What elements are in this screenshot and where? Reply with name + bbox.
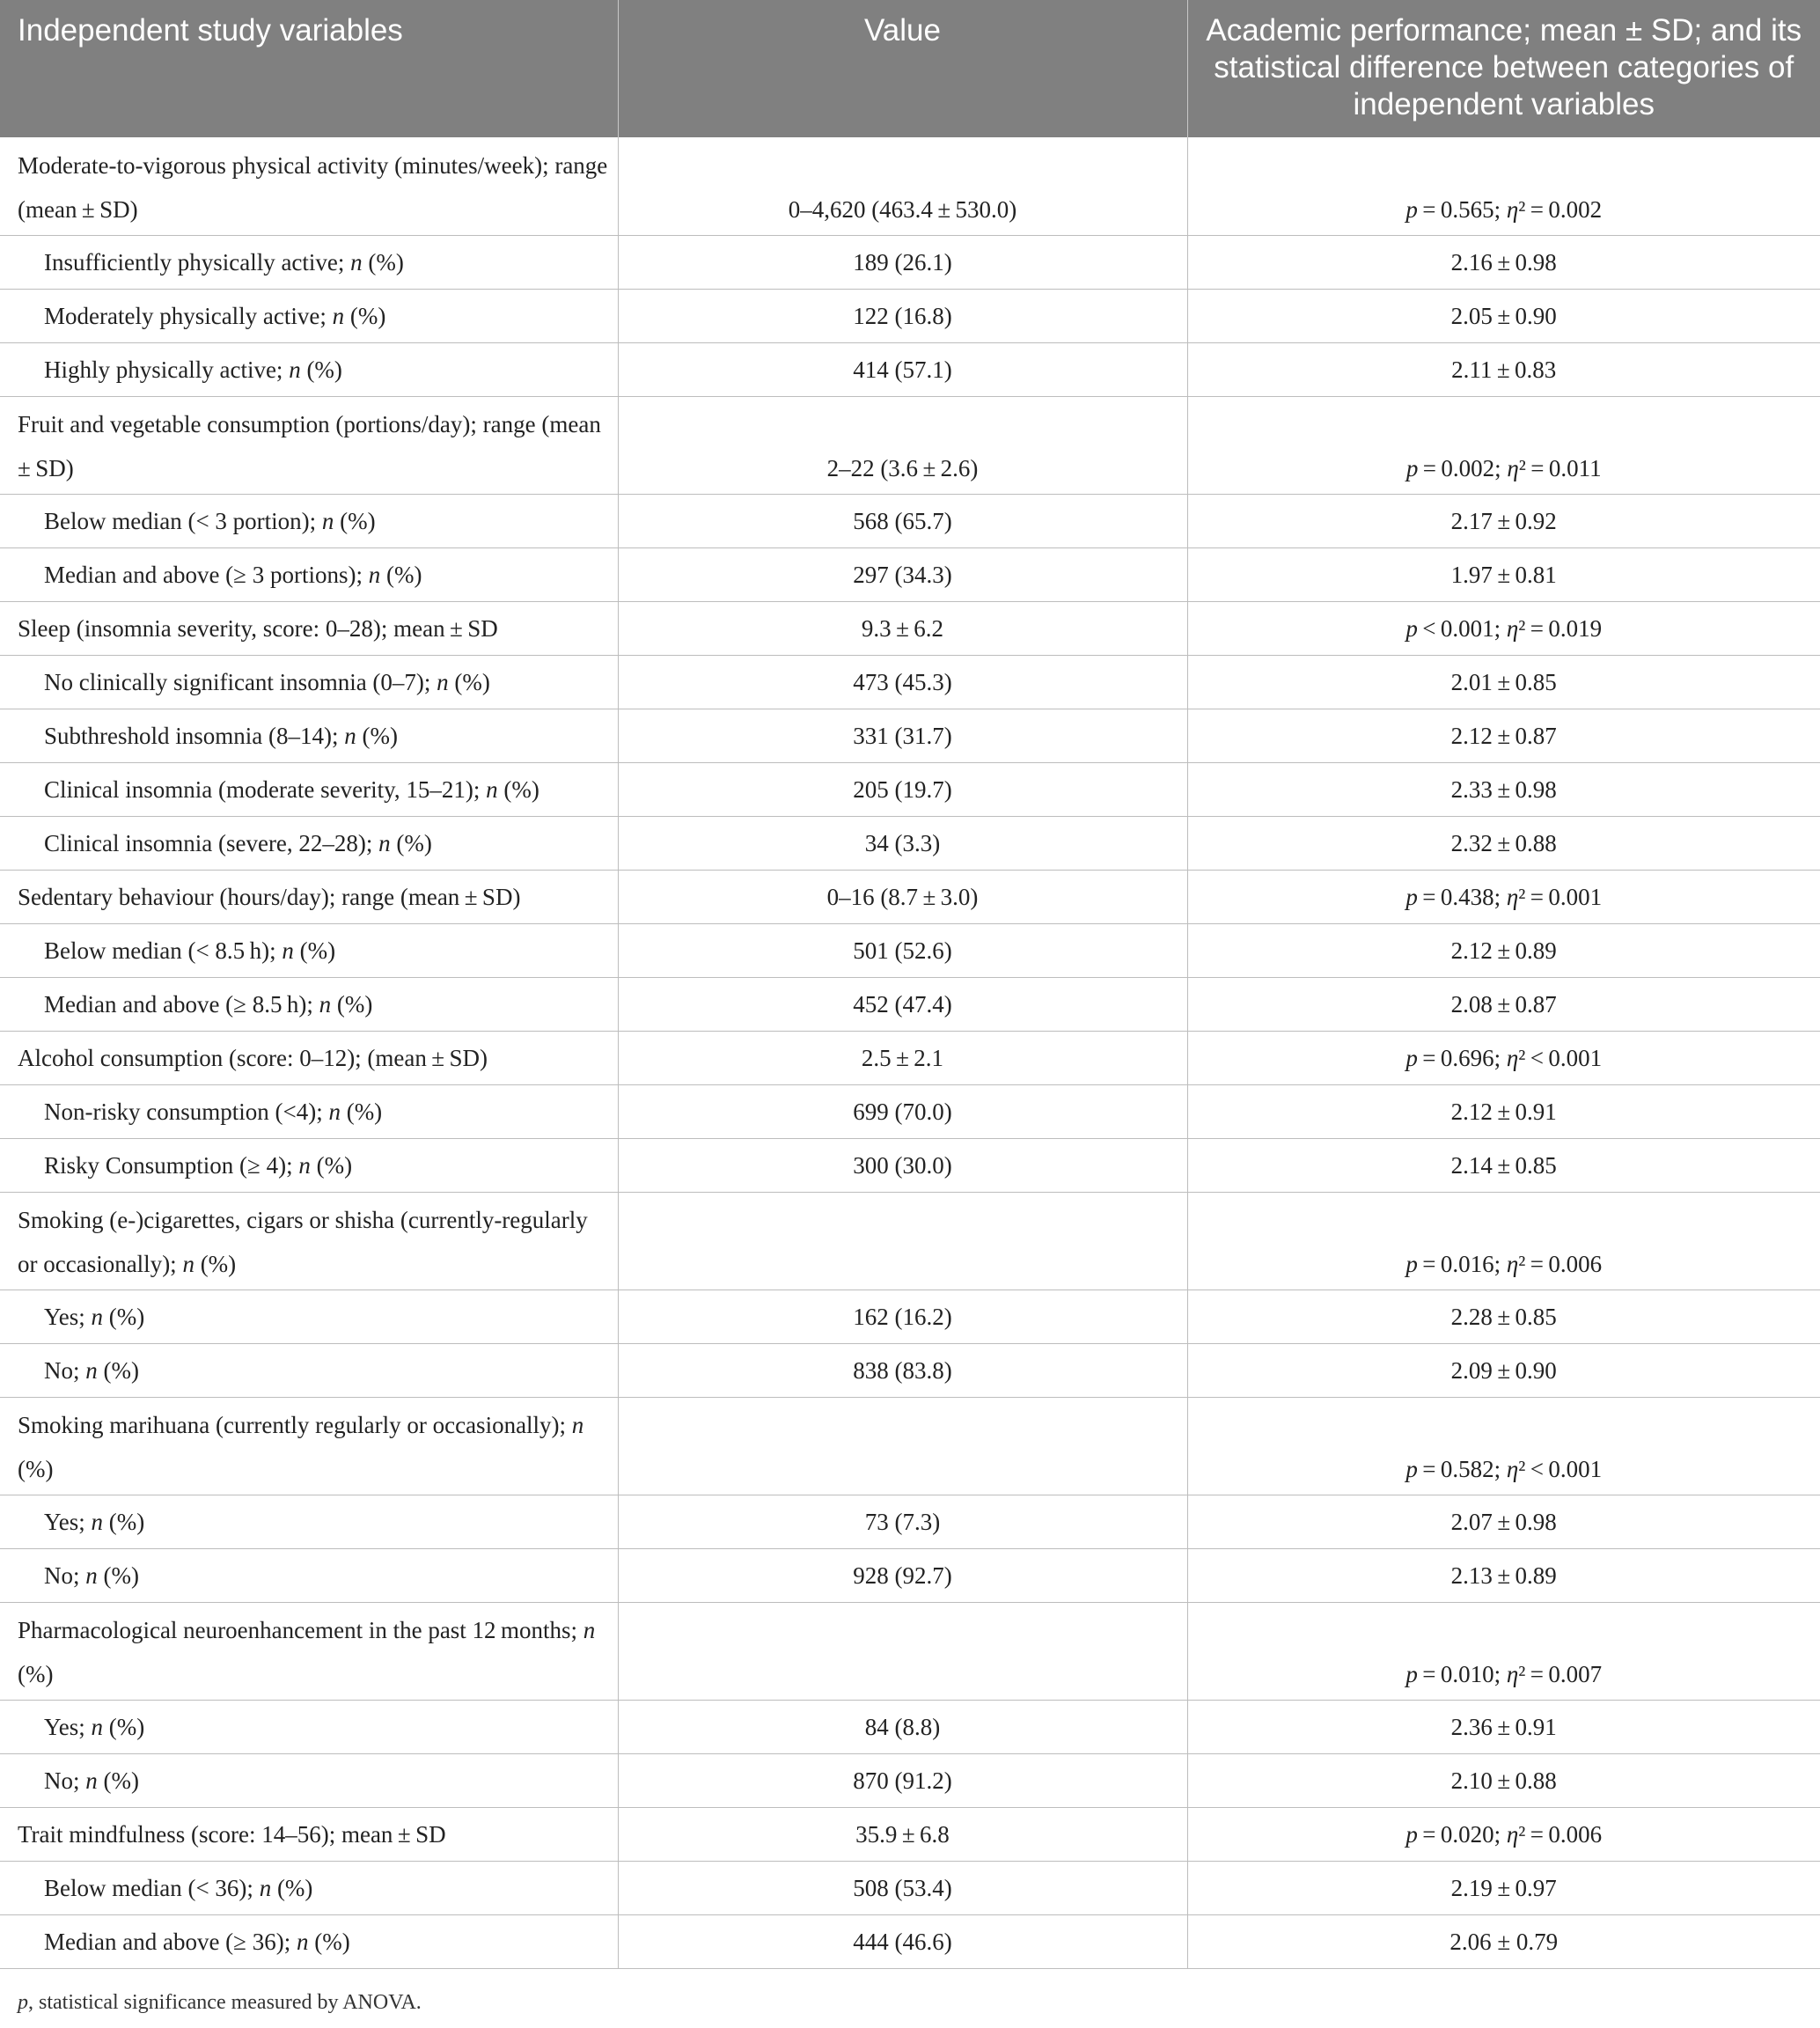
table-footnote: p, statistical significance measured by ANOVA. (18, 1991, 422, 2014)
row-label: Median and above (≥ 8.5 h); n (%) (0, 977, 618, 1031)
row-performance: p = 0.582; η² < 0.001 (1187, 1397, 1820, 1495)
row-value: 84 (8.8) (618, 1700, 1187, 1753)
row-performance: 2.13 ± 0.89 (1187, 1548, 1820, 1602)
row-value: 508 (53.4) (618, 1861, 1187, 1914)
row-performance: 2.06 ± 0.79 (1187, 1914, 1820, 1968)
row-value: 300 (30.0) (618, 1138, 1187, 1192)
row-value: 0–16 (8.7 ± 3.0) (618, 870, 1187, 923)
row-value: 568 (65.7) (618, 494, 1187, 547)
row-label: Below median (< 3 portion); n (%) (0, 494, 618, 547)
row-performance: 2.19 ± 0.97 (1187, 1861, 1820, 1914)
header-academic-performance: Academic performance; mean ± SD; and its statistical difference between categories of independent variables (1187, 0, 1820, 137)
header-row (0, 0, 1820, 137)
row-performance: 2.12 ± 0.87 (1187, 709, 1820, 762)
row-label: Smoking (e-)cigarettes, cigars or shisha (currently-regularly or occasionally); n (%) (0, 1192, 618, 1290)
row-label: No; n (%) (0, 1753, 618, 1807)
table-body (0, 137, 1820, 1968)
row-label: Clinical insomnia (moderate severity, 15–21); n (%) (0, 762, 618, 816)
row-label: Clinical insomnia (severe, 22–28); n (%) (0, 816, 618, 870)
row-label: Pharmacological neuroenhancement in the past 12 months; n (%) (0, 1602, 618, 1700)
row-performance: p = 0.438; η² = 0.001 (1187, 870, 1820, 923)
table-row (0, 1031, 1820, 1084)
row-performance: 2.11 ± 0.83 (1187, 342, 1820, 396)
table-row (0, 1914, 1820, 1968)
row-performance: p = 0.565; η² = 0.002 (1187, 137, 1820, 235)
row-label: Moderately physically active; n (%) (0, 289, 618, 342)
row-value: 297 (34.3) (618, 547, 1187, 601)
row-performance: 2.28 ± 0.85 (1187, 1290, 1820, 1343)
row-value: 699 (70.0) (618, 1084, 1187, 1138)
row-value (618, 1602, 1187, 1700)
table-row (0, 1343, 1820, 1397)
row-value: 35.9 ± 6.8 (618, 1807, 1187, 1861)
table-row (0, 1397, 1820, 1495)
row-performance: 2.14 ± 0.85 (1187, 1138, 1820, 1192)
table-row (0, 1138, 1820, 1192)
row-performance: 2.10 ± 0.88 (1187, 1753, 1820, 1807)
table-row (0, 1807, 1820, 1861)
row-performance: 1.97 ± 0.81 (1187, 547, 1820, 601)
table-row (0, 494, 1820, 547)
table-row (0, 923, 1820, 977)
table-row (0, 1495, 1820, 1548)
table-row (0, 137, 1820, 235)
row-label: Insufficiently physically active; n (%) (0, 235, 618, 289)
table-row (0, 655, 1820, 709)
table-row (0, 977, 1820, 1031)
row-value: 870 (91.2) (618, 1753, 1187, 1807)
table-row (0, 342, 1820, 396)
row-value: 162 (16.2) (618, 1290, 1187, 1343)
row-label: Yes; n (%) (0, 1700, 618, 1753)
row-label: Moderate-to-vigorous physical activity (minutes/week); range (mean ± SD) (0, 137, 618, 235)
table-row (0, 396, 1820, 494)
row-label: Trait mindfulness (score: 14–56); mean ± SD (0, 1807, 618, 1861)
table-row (0, 1700, 1820, 1753)
row-label: Sleep (insomnia severity, score: 0–28); mean ± SD (0, 601, 618, 655)
row-performance: 2.01 ± 0.85 (1187, 655, 1820, 709)
row-value: 444 (46.6) (618, 1914, 1187, 1968)
row-value: 0–4,620 (463.4 ± 530.0) (618, 137, 1187, 235)
table-row (0, 1084, 1820, 1138)
row-performance: p = 0.010; η² = 0.007 (1187, 1602, 1820, 1700)
row-label: Smoking marihuana (currently regularly or occasionally); n (%) (0, 1397, 618, 1495)
row-performance: p = 0.696; η² < 0.001 (1187, 1031, 1820, 1084)
row-performance: 2.05 ± 0.90 (1187, 289, 1820, 342)
row-value: 838 (83.8) (618, 1343, 1187, 1397)
row-value: 34 (3.3) (618, 816, 1187, 870)
header-value: Value (618, 0, 1187, 137)
row-label: Below median (< 8.5 h); n (%) (0, 923, 618, 977)
table-row (0, 1192, 1820, 1290)
row-performance: p = 0.020; η² = 0.006 (1187, 1807, 1820, 1861)
row-value: 473 (45.3) (618, 655, 1187, 709)
row-value (618, 1397, 1187, 1495)
row-label: Yes; n (%) (0, 1290, 618, 1343)
table-row (0, 709, 1820, 762)
row-label: Yes; n (%) (0, 1495, 618, 1548)
row-value: 189 (26.1) (618, 235, 1187, 289)
table-row (0, 235, 1820, 289)
row-performance: 2.12 ± 0.91 (1187, 1084, 1820, 1138)
row-performance: 2.36 ± 0.91 (1187, 1700, 1820, 1753)
row-value: 9.3 ± 6.2 (618, 601, 1187, 655)
row-label: Sedentary behaviour (hours/day); range (mean ± SD) (0, 870, 618, 923)
row-label: No; n (%) (0, 1548, 618, 1602)
row-value: 501 (52.6) (618, 923, 1187, 977)
row-performance: 2.08 ± 0.87 (1187, 977, 1820, 1031)
row-performance: 2.32 ± 0.88 (1187, 816, 1820, 870)
row-label: Risky Consumption (≥ 4); n (%) (0, 1138, 618, 1192)
table-row (0, 289, 1820, 342)
table-row (0, 601, 1820, 655)
row-value: 73 (7.3) (618, 1495, 1187, 1548)
row-performance: p = 0.016; η² = 0.006 (1187, 1192, 1820, 1290)
table-row (0, 1548, 1820, 1602)
row-label: Non-risky consumption (<4); n (%) (0, 1084, 618, 1138)
row-label: Below median (< 36); n (%) (0, 1861, 618, 1914)
table-row (0, 870, 1820, 923)
header-variables: Independent study variables (0, 0, 618, 137)
row-label: Highly physically active; n (%) (0, 342, 618, 396)
row-value: 414 (57.1) (618, 342, 1187, 396)
row-performance: 2.07 ± 0.98 (1187, 1495, 1820, 1548)
table-row (0, 547, 1820, 601)
table-header (0, 0, 1820, 137)
row-label: Median and above (≥ 3 portions); n (%) (0, 547, 618, 601)
row-label: Subthreshold insomnia (8–14); n (%) (0, 709, 618, 762)
row-performance: 2.17 ± 0.92 (1187, 494, 1820, 547)
row-label: Median and above (≥ 36); n (%) (0, 1914, 618, 1968)
row-performance: 2.16 ± 0.98 (1187, 235, 1820, 289)
row-performance: 2.33 ± 0.98 (1187, 762, 1820, 816)
table-row (0, 1753, 1820, 1807)
row-value: 452 (47.4) (618, 977, 1187, 1031)
row-value: 331 (31.7) (618, 709, 1187, 762)
row-performance: 2.12 ± 0.89 (1187, 923, 1820, 977)
row-label: No clinically significant insomnia (0–7); n (%) (0, 655, 618, 709)
row-label: Alcohol consumption (score: 0–12); (mean ± SD) (0, 1031, 618, 1084)
row-performance: p = 0.002; η² = 0.011 (1187, 396, 1820, 494)
row-label: Fruit and vegetable consumption (portions/day); range (mean ± SD) (0, 396, 618, 494)
row-value: 928 (92.7) (618, 1548, 1187, 1602)
row-value: 205 (19.7) (618, 762, 1187, 816)
row-value: 2–22 (3.6 ± 2.6) (618, 396, 1187, 494)
row-value (618, 1192, 1187, 1290)
row-performance: 2.09 ± 0.90 (1187, 1343, 1820, 1397)
table-row (0, 762, 1820, 816)
table-row (0, 1290, 1820, 1343)
row-value: 2.5 ± 2.1 (618, 1031, 1187, 1084)
row-label: No; n (%) (0, 1343, 618, 1397)
table-row (0, 1861, 1820, 1914)
row-performance: p < 0.001; η² = 0.019 (1187, 601, 1820, 655)
table-row (0, 816, 1820, 870)
table-row (0, 1602, 1820, 1700)
row-value: 122 (16.8) (618, 289, 1187, 342)
